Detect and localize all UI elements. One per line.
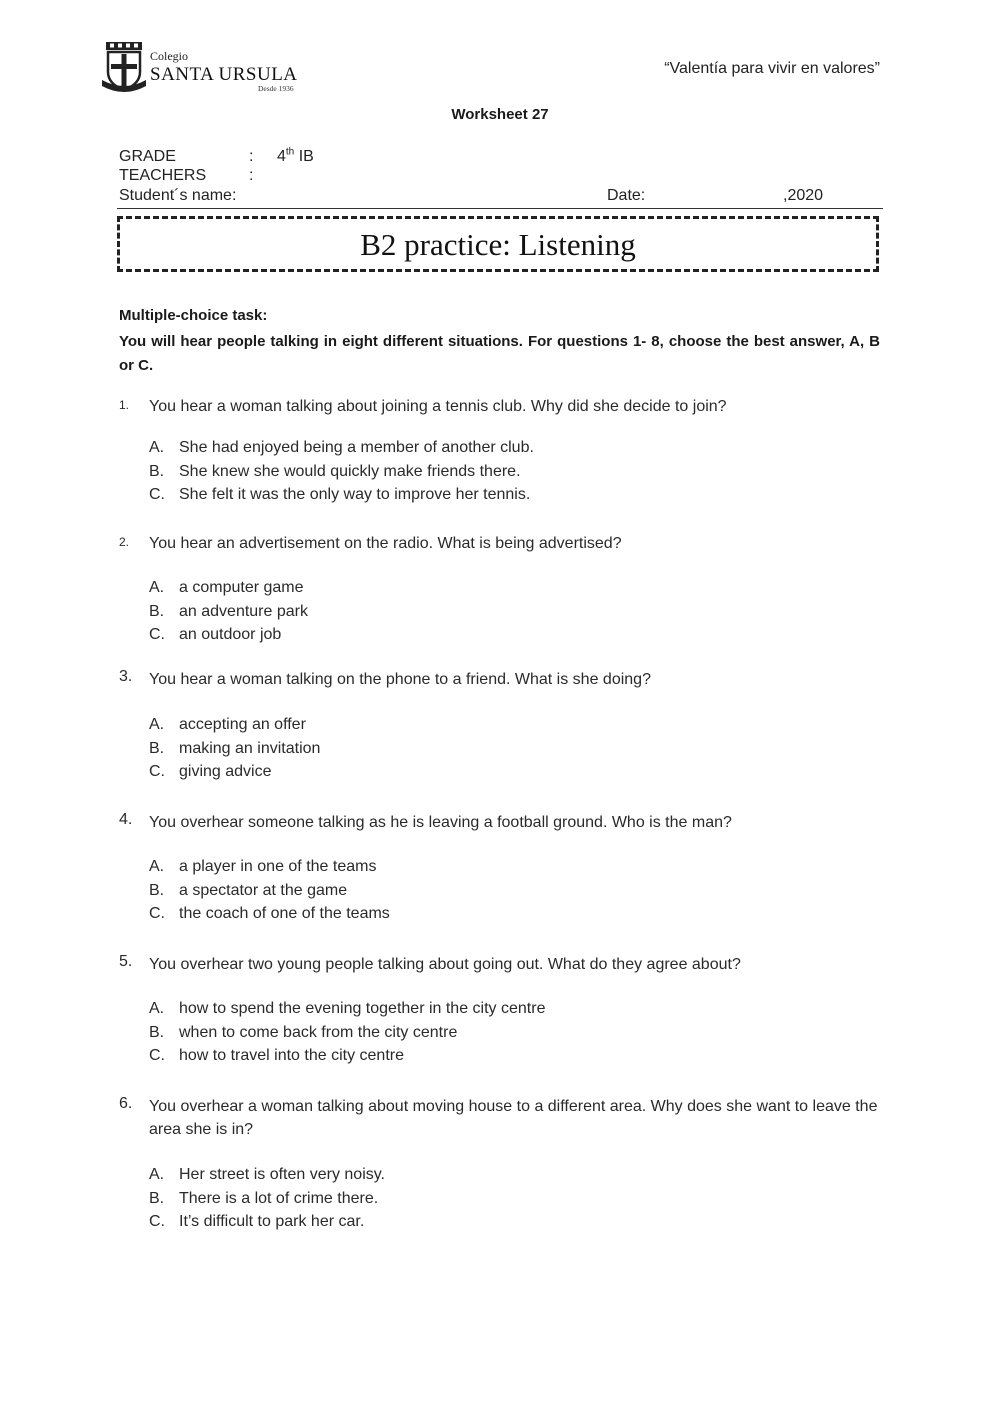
question-text: You hear a woman talking about joining a tennis club. Why did she decide to join? bbox=[149, 398, 727, 415]
task-instructions: You will hear people talking in eight different situations. For questions 1- 8, choose the best answer, A, B or C. bbox=[119, 333, 880, 374]
task-heading: Multiple-choice task: bbox=[119, 307, 268, 324]
date-label: Date: bbox=[607, 187, 646, 204]
crest-icon bbox=[102, 40, 146, 94]
teachers-label: TEACHERS bbox=[119, 167, 207, 184]
school-motto: “Valentía para vivir en valores” bbox=[664, 60, 880, 77]
grade-value: 4th IB bbox=[277, 147, 314, 166]
banner-title: B2 practice: Listening bbox=[360, 227, 636, 262]
teachers-row bbox=[119, 167, 277, 185]
grade-colon: : bbox=[249, 148, 254, 166]
school-name: SANTA URSULA bbox=[150, 64, 298, 85]
school-logo bbox=[102, 40, 302, 96]
grade-label: GRADE bbox=[119, 148, 176, 166]
question-text: You overhear two young people talking about going out. What do they agree about? bbox=[149, 956, 741, 973]
header-divider bbox=[117, 208, 883, 209]
school-prefix: Colegio bbox=[150, 49, 188, 63]
question-text: You hear a woman talking on the phone to a friend. What is she doing? bbox=[149, 671, 651, 688]
student-name-label: Student´s name: bbox=[119, 187, 237, 204]
question-number: 1. bbox=[119, 398, 130, 412]
teachers-colon: : bbox=[249, 167, 254, 184]
question-text: You overhear someone talking as he is leaving a football ground. Who is the man? bbox=[149, 814, 732, 831]
date-year: ,2020 bbox=[783, 187, 824, 204]
school-since: Desde 1936 bbox=[258, 84, 294, 93]
title-banner bbox=[117, 216, 879, 272]
question-number: 6. bbox=[119, 1095, 133, 1112]
question-text: You overhear a woman talking about moving house to a different area. Why does she want to leave the area she is in? bbox=[149, 1098, 878, 1138]
worksheet-title: Worksheet 27 bbox=[451, 106, 549, 123]
question-number: 3. bbox=[119, 668, 133, 685]
question-text: You hear an advertisement on the radio. What is being advertised? bbox=[149, 535, 622, 552]
question-number: 2. bbox=[119, 535, 130, 549]
question-number: 4. bbox=[119, 811, 133, 828]
worksheet-page: Colegio SANTA URSULA Desde 1936 “Valentía para vivir en valores” Worksheet 27 GRADE : 4th IB TEACHERS : Student´s name: Date: ,2020 B2 practice: Listening Multiple-choice task: You will hear people talking in eight different situations. For questions 1- 8, choose the best answer, A, B or C. 1. You hear a woman talking about joining a tennis club. Why did she decide to join? A. She had enjoyed being a member of another club. B. She knew she would quickly make friends there. C. She felt it was the only way to improve her tennis. 2. You hear an advertisement on the radio. What is being advertised? A. a computer game B. an adventure park C. an outdoor job 3. You hear a woman talking on the phone to a friend. What is she doing? A. accepting an offer B. making an invitation C. giving advice 4. You overhear someone talking as he is leaving a football ground. Who is the man? A. a player in one of the teams B. a spectator at the game C. the coach of one of the teams 5. You overhear two young people talking about going out. What do they agree about? A. how to spend the evening together in the city centre B. when to come back from the city centre C. how to travel into the city centre 6. You overhear a woman talking about moving house to a different area. Why does she want to leave the area she is in? A. Her street is often very noisy. B. There is a lot of crime there. C. It’s difficult to park her car. bbox=[0, 0, 1000, 1413]
student-name-row bbox=[119, 187, 236, 205]
question-number: 5. bbox=[119, 953, 133, 970]
grade-row bbox=[119, 147, 314, 166]
